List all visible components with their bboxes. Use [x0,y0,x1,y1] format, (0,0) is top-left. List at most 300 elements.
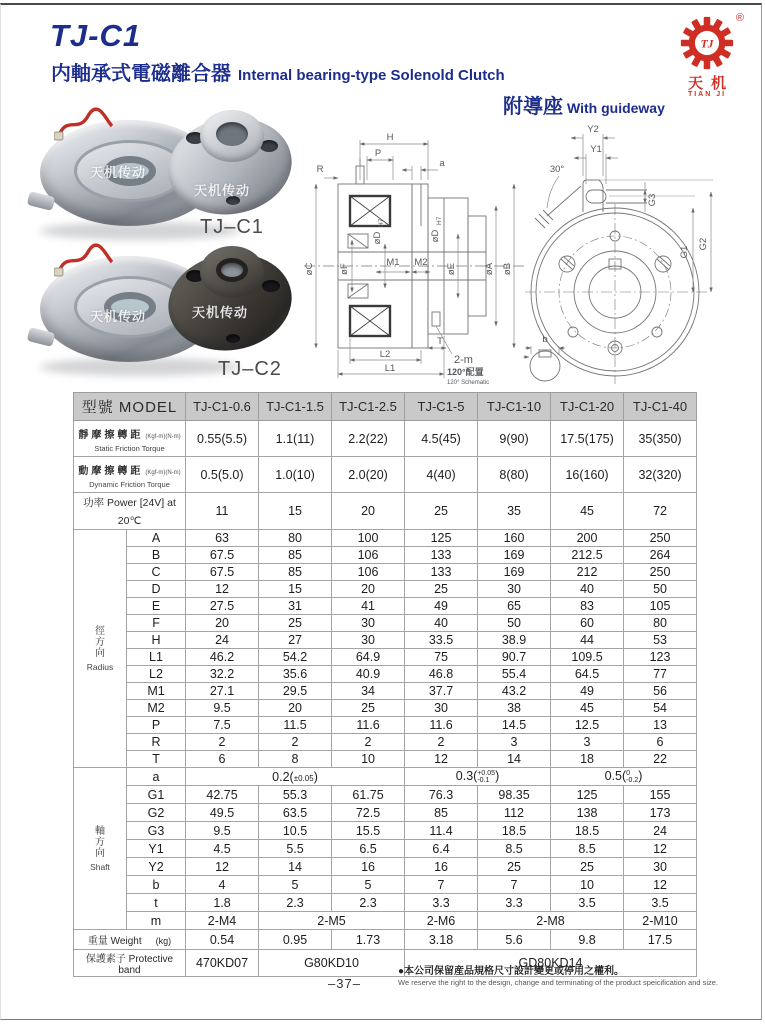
dimension-row [74,734,697,751]
dimension-value-cell: 169 [478,564,551,581]
dimension-value-cell: 3.3 [405,894,478,912]
dimension-value-cell: 200 [551,530,624,547]
model-column-header: TJ-C1-1.5 [259,393,332,421]
svg-text:øF: øF [339,263,350,275]
svg-text:30°: 30° [549,164,565,175]
dimension-value-cell: 18 [551,751,624,768]
dimension-value-cell: 37.7 [405,683,478,700]
photo-watermark: 天机传动 [90,309,147,324]
dimension-value-cell: 90.7 [478,649,551,666]
dimension-value-cell: 250 [624,530,697,547]
dimension-value-cell: 76.3 [405,786,478,804]
model-column-header: TJ-C1-0.6 [186,393,259,421]
dimension-value-cell: 38.9 [478,632,551,649]
svg-text:P: P [374,148,382,159]
dimension-row [74,615,697,632]
dimension-label: P [127,717,186,734]
dimension-label: D [127,581,186,598]
dimension-row [74,822,697,840]
dimension-value-cell: 44 [551,632,624,649]
dimension-value-cell: 10 [332,751,405,768]
dimension-label: b [127,876,186,894]
photo-label-tj-c1: TJ–C1 [200,216,264,238]
dimension-value-cell: 155 [624,786,697,804]
svg-text:2-m: 2-m [454,354,473,366]
dimension-value-cell: 49 [405,598,478,615]
dimension-row [74,894,697,912]
gear-logo-icon [678,14,736,72]
dimension-value-cell: 5.5 [259,840,332,858]
dimension-value-cell: 20 [332,581,405,598]
svg-text:L2: L2 [379,349,391,360]
dimension-row [74,700,697,717]
dimension-value-cell: 64.9 [332,649,405,666]
spec-value-cell: 0.5(5.0) [186,457,259,493]
dimension-value-cell: 3 [478,734,551,751]
spec-value-cell: 35 [478,493,551,530]
logo-name-chinese: 天机 [687,76,734,92]
dimension-value-cell: 72.5 [332,804,405,822]
dimension-row [74,598,697,615]
dimension-value-cell: 60 [551,615,624,632]
dimension-value-cell: 3 [551,734,624,751]
dimension-value-cell: 5 [332,876,405,894]
dimension-value-cell: 112 [478,804,551,822]
dimension-value-cell: 212.5 [551,547,624,564]
svg-text:120°配置: 120°配置 [447,367,484,377]
dimension-value-cell: 14.5 [478,717,551,734]
dimension-value-cell: 11.6 [332,717,405,734]
dimension-value-cell: 55.4 [478,666,551,683]
thread-value-cell: 2-M6 [405,912,478,930]
dimension-row [74,649,697,666]
dimension-row [74,564,697,581]
dimension-value-cell: 54.2 [259,649,332,666]
dimension-value-cell: 24 [624,822,697,840]
svg-text:G2: G2 [698,237,709,251]
dimension-value-cell: 49 [551,683,624,700]
dimension-value-cell: 18.5 [478,822,551,840]
page-subtitle [51,57,505,86]
dimension-value-cell: 61.75 [332,786,405,804]
dimension-value-cell: 9.5 [186,822,259,840]
dimension-value-cell: 30 [624,858,697,876]
dimension-label: M2 [127,700,186,717]
model-header-label: 型號 MODEL [74,393,186,421]
dimension-value-cell: 100 [332,530,405,547]
dimension-row [74,876,697,894]
weight-value-cell: 5.6 [478,930,551,950]
dimension-value-cell: 1.8 [186,894,259,912]
svg-text:Y2: Y2 [587,124,599,135]
dimension-label: H [127,632,186,649]
dimension-value-cell: 41 [332,598,405,615]
spec-row [74,457,697,493]
dimension-value-cell: 15.5 [332,822,405,840]
dimension-value-cell: 160 [478,530,551,547]
dimension-value-cell: 4 [186,876,259,894]
spec-value-cell: 4(40) [405,457,478,493]
photo-watermark: 天机传动 [192,305,249,320]
dimension-value-cell: 75 [405,649,478,666]
spec-value-cell: 72 [624,493,697,530]
dimension-row [74,717,697,734]
dimension-label: G2 [127,804,186,822]
weight-value-cell: 1.73 [332,930,405,950]
dimension-value-cell: 25 [259,615,332,632]
thread-value-cell: 2-M4 [186,912,259,930]
dimension-label: t [127,894,186,912]
dimension-value-cell: 8.5 [478,840,551,858]
dimension-value-cell: 14 [259,858,332,876]
dimension-value-cell: 85 [405,804,478,822]
dimension-value-cell: 30 [478,581,551,598]
dimension-value-cell: 106 [332,564,405,581]
spec-row [74,493,697,530]
dimension-value-cell: 7 [405,876,478,894]
registered-mark: ® [735,12,744,24]
dimension-value-cell: 3.3 [478,894,551,912]
svg-text:øD: øD [372,231,383,245]
dimension-value-cell: 45 [551,700,624,717]
svg-text:H7: H7 [378,218,385,227]
dimension-value-cell: 40.9 [332,666,405,683]
dimension-value-cell: 10 [551,876,624,894]
dimension-value-cell: 67.5 [186,564,259,581]
footnote [398,966,760,988]
svg-text:M1: M1 [386,257,400,268]
tolerance-cell: 0.2(±0.05) [186,768,405,786]
spec-value-cell: 1.1(11) [259,421,332,457]
dimension-value-cell: 8 [259,751,332,768]
spec-value-cell: 15 [259,493,332,530]
protective-band-cell: 470KD07 [186,950,259,977]
dimension-value-cell: 12 [186,581,259,598]
spec-value-cell: 16(160) [551,457,624,493]
spec-value-cell: 0.55(5.5) [186,421,259,457]
tolerance-cell: 0.5( 0 -0.2 ) [551,768,697,786]
dimension-value-cell: 63 [186,530,259,547]
subtitle-english: Internal bearing-type Solenold Clutch [238,67,505,84]
dimension-value-cell: 77 [624,666,697,683]
guideway-english: With guideway [567,100,665,116]
dimension-value-cell: 80 [259,530,332,547]
dimension-value-cell: 83 [551,598,624,615]
dimension-label: M1 [127,683,186,700]
dimension-value-cell: 85 [259,547,332,564]
dimension-value-cell: 10.5 [259,822,332,840]
model-column-header: TJ-C1-2.5 [332,393,405,421]
dimension-value-cell: 125 [551,786,624,804]
dimension-row [74,530,697,547]
model-column-header: TJ-C1-5 [405,393,478,421]
spec-value-cell: 17.5(175) [551,421,624,457]
weight-value-cell: 3.18 [405,930,478,950]
dimension-value-cell: 2.3 [332,894,405,912]
svg-text:b: b [542,334,548,345]
svg-text:øE: øE [446,262,457,276]
dimension-value-cell: 6 [624,734,697,751]
dimension-value-cell: 27.5 [186,598,259,615]
lead-wire [54,240,124,284]
thread-value-cell: 2-M8 [478,912,624,930]
spec-value-cell: 1.0(10) [259,457,332,493]
photo-watermark: 天机传动 [90,165,147,180]
dimension-label: Y2 [127,858,186,876]
dimension-value-cell: 12 [624,840,697,858]
dimension-value-cell: 106 [332,547,405,564]
svg-text:øB: øB [502,262,513,276]
thread-value-cell: 2-M5 [259,912,405,930]
dimension-value-cell: 24 [186,632,259,649]
dimension-value-cell: 50 [624,581,697,598]
svg-text:G3: G3 [647,193,658,207]
dimension-value-cell: 2 [332,734,405,751]
dimension-value-cell: 6.4 [405,840,478,858]
dimension-value-cell: 173 [624,804,697,822]
dimension-value-cell: 43.2 [478,683,551,700]
spec-row-label: 靜摩擦轉距 (Kgf-m)(N-m) Static Friction Torque [74,421,186,457]
spec-value-cell: 25 [405,493,478,530]
dimension-value-cell: 2.3 [259,894,332,912]
hub-bore [216,258,248,282]
front-view-drawing [523,112,765,396]
weight-value-cell: 0.95 [259,930,332,950]
dimension-value-cell: 15 [259,581,332,598]
subtitle-chinese: 内軸承式電磁離合器 [51,63,231,85]
dimension-value-cell: 123 [624,649,697,666]
dimension-value-cell: 53 [624,632,697,649]
dimension-value-cell: 133 [405,564,478,581]
protective-band-cell: G80KD10 [259,950,405,977]
dimension-label: m [127,912,186,930]
dimension-value-cell: 35.6 [259,666,332,683]
dimension-value-cell: 32.2 [186,666,259,683]
footnote-chinese: ●本公司保留産品規格尺寸設計變更或停用之權利。 [398,966,625,977]
dimension-label: R [127,734,186,751]
dimension-value-cell: 105 [624,598,697,615]
dimension-value-cell: 31 [259,598,332,615]
spec-value-cell: 32(320) [624,457,697,493]
dimension-value-cell: 25 [332,700,405,717]
dimension-value-cell: 133 [405,547,478,564]
dimension-value-cell: 29.5 [259,683,332,700]
dimension-value-cell: 54 [624,700,697,717]
dimension-label: L1 [127,649,186,666]
dimension-value-cell: 13 [624,717,697,734]
dimension-value-cell: 12 [186,858,259,876]
dimension-value-cell: 14 [478,751,551,768]
dimension-value-cell: 56 [624,683,697,700]
dimension-value-cell: 40 [551,581,624,598]
dimension-value-cell: 20 [259,700,332,717]
spec-value-cell: 2.2(22) [332,421,405,457]
dimension-value-cell: 55.3 [259,786,332,804]
dimension-row [74,581,697,598]
spec-value-cell: 35(350) [624,421,697,457]
spec-value-cell: 4.5(45) [405,421,478,457]
spec-value-cell: 8(80) [478,457,551,493]
model-column-header: TJ-C1-20 [551,393,624,421]
svg-text:R: R [316,164,324,175]
dimension-label: B [127,547,186,564]
photo-label-tj-c2: TJ–C2 [218,358,282,380]
dimension-value-cell: 6.5 [332,840,405,858]
armature-flange-photo [168,246,294,354]
thread-value-cell: 2-M10 [624,912,697,930]
logo-name-english: TIAN JI [687,91,727,98]
dimension-row [74,683,697,700]
svg-text:øD: øD [430,229,441,243]
dimension-value-cell: 212 [551,564,624,581]
dimension-value-cell: 20 [186,615,259,632]
svg-text:H7: H7 [436,216,443,225]
dimension-row [74,666,697,683]
dimension-value-cell: 125 [405,530,478,547]
dimension-value-cell: 109.5 [551,649,624,666]
dimension-value-cell: 25 [405,581,478,598]
dimension-row [74,804,697,822]
dimension-value-cell: 3.5 [624,894,697,912]
dimension-value-cell: 7.5 [186,717,259,734]
spec-row [74,421,697,457]
flange-bolt-hole [226,334,240,343]
logo-monogram: TJ [700,37,714,51]
dimension-label: A [127,530,186,547]
thread-row [74,912,697,930]
dimension-value-cell: 30 [405,700,478,717]
svg-text:H: H [386,132,394,143]
dimension-value-cell: 169 [478,547,551,564]
dimension-value-cell: 65 [478,598,551,615]
protective-band-label: 保護素子 Protective band [74,950,186,977]
dimension-row [74,858,697,876]
dimension-value-cell: 264 [624,547,697,564]
svg-text:120° Schematic: 120° Schematic [447,380,490,386]
svg-text:G1: G1 [679,245,690,259]
dimension-row [74,751,697,768]
dimension-value-cell: 40 [405,615,478,632]
guideway-chinese: 附導座 [503,96,563,118]
dimension-row [74,632,697,649]
dimension-label: E [127,598,186,615]
dimension-label: F [127,615,186,632]
model-column-header: TJ-C1-40 [624,393,697,421]
specification-table [73,392,697,977]
dimension-label: T [127,751,186,768]
dimension-value-cell: 25 [478,858,551,876]
dimension-value-cell: 27.1 [186,683,259,700]
flange-bolt-hole [262,280,280,292]
dimension-label: G3 [127,822,186,840]
dimension-row [74,840,697,858]
dimension-value-cell: 2 [186,734,259,751]
spec-row-label: 功率 Power [24V] at 20℃ [74,493,186,530]
dimension-value-cell: 25 [551,858,624,876]
dimension-value-cell: 9.5 [186,700,259,717]
weight-row [74,930,697,950]
spec-value-cell: 2.0(20) [332,457,405,493]
dimension-value-cell: 98.35 [478,786,551,804]
dimension-value-cell: 30 [332,615,405,632]
spec-value-cell: 45 [551,493,624,530]
spec-value-cell: 11 [186,493,259,530]
page-title: TJ-C1 [50,18,142,53]
dimension-value-cell: 64.5 [551,666,624,683]
dimension-value-cell: 5 [259,876,332,894]
hub-bore [216,122,248,146]
dimension-value-cell: 30 [332,632,405,649]
tolerance-cell: 0.3( +0.05 -0.1 ) [405,768,551,786]
dimension-value-cell: 6 [186,751,259,768]
dimension-value-cell: 67.5 [186,547,259,564]
dimension-value-cell: 4.5 [186,840,259,858]
dimension-value-cell: 11.5 [259,717,332,734]
photo-watermark: 天机传动 [194,183,251,198]
dimension-value-cell: 7 [478,876,551,894]
table-header-row [74,393,697,421]
dimension-value-cell: 34 [332,683,405,700]
dimension-row [74,786,697,804]
footnote-english: We reserve the right to the design, change and terminating of the product speicification and size. [398,978,719,987]
dimension-value-cell: 42.75 [186,786,259,804]
dimension-group-label: 軸 方 向 Shaft [74,768,127,930]
dimension-value-cell: 80 [624,615,697,632]
spec-value-cell: 9(90) [478,421,551,457]
dimension-value-cell: 11.4 [405,822,478,840]
dimension-value-cell: 22 [624,751,697,768]
dimension-value-cell: 16 [405,858,478,876]
dimension-value-cell: 12 [624,876,697,894]
svg-text:a: a [439,158,445,169]
dimension-label: C [127,564,186,581]
weight-value-cell: 17.5 [624,930,697,950]
weight-value-cell: 9.8 [551,930,624,950]
svg-text:T: T [437,336,443,347]
cross-section-drawing [290,116,532,388]
dimension-group-label: 徑 方 向 Radius [74,530,127,768]
svg-text:øA: øA [484,262,495,276]
dimension-value-cell: 12 [405,751,478,768]
dimension-value-cell: 12.5 [551,717,624,734]
dimension-value-cell: 46.2 [186,649,259,666]
brand-logo [664,14,750,98]
dimension-value-cell: 18.5 [551,822,624,840]
dimension-value-cell: 2 [405,734,478,751]
page-number: –37– [328,976,361,991]
dimension-value-cell: 46.8 [405,666,478,683]
dimension-value-cell: 50 [478,615,551,632]
dimension-value-cell: 138 [551,804,624,822]
dimension-label: a [127,768,186,786]
spec-row-label: 動摩擦轉距 (Kgf-m)(N-m) Dynamic Friction Torque [74,457,186,493]
dimension-value-cell: 49.5 [186,804,259,822]
dimension-label: G1 [127,786,186,804]
dimension-value-cell: 8.5 [551,840,624,858]
svg-text:M2: M2 [414,257,428,268]
dimension-value-cell: 3.5 [551,894,624,912]
dimension-value-cell: 2 [259,734,332,751]
dimension-label: Y1 [127,840,186,858]
dimension-row [74,547,697,564]
dimension-value-cell: 250 [624,564,697,581]
dimension-value-cell: 63.5 [259,804,332,822]
protective-band-cell: GD80KD14 [405,950,697,977]
model-column-header: TJ-C1-10 [478,393,551,421]
dimension-value-cell: 27 [259,632,332,649]
tolerance-row [74,768,697,786]
svg-text:Y1: Y1 [590,144,602,155]
